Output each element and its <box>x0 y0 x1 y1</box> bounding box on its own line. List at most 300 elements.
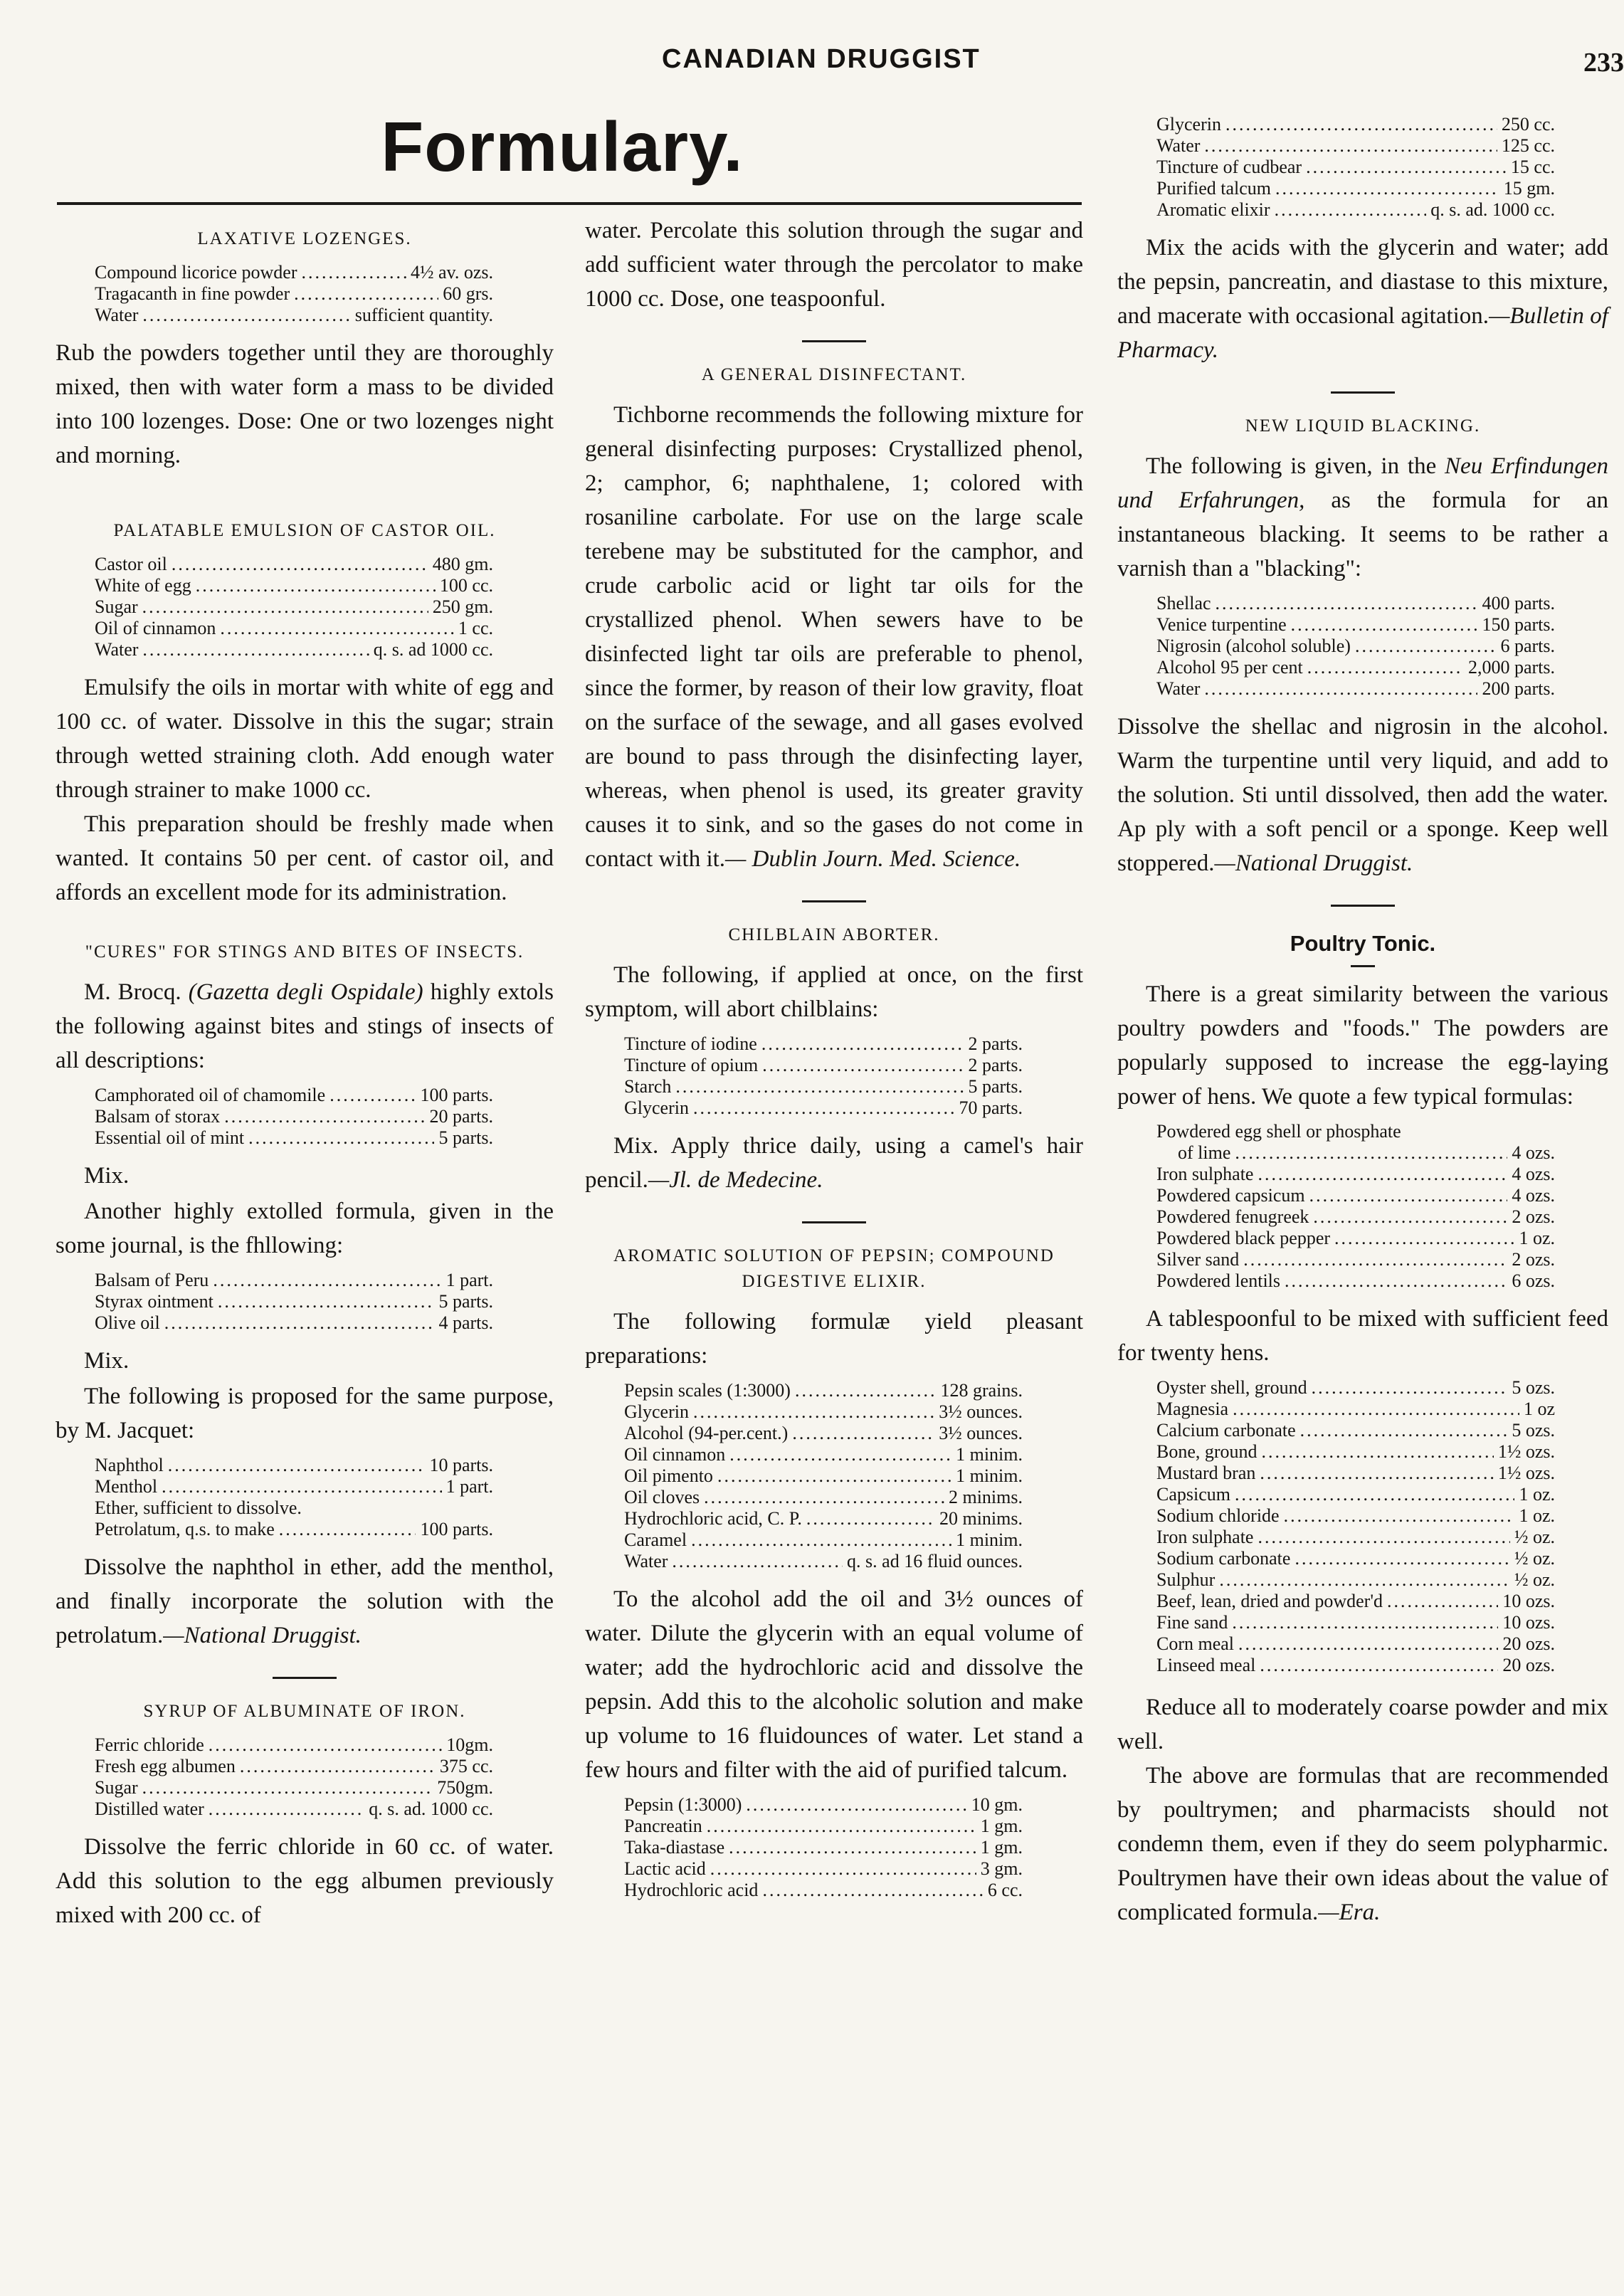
ingredient: Tincture of cudbear <box>1156 157 1302 177</box>
author: M. Brocq. <box>84 979 181 1005</box>
ingredient: Sodium carbonate <box>1156 1548 1291 1569</box>
formula-row <box>624 1551 1023 1572</box>
ingredient: Sodium chloride <box>1156 1505 1280 1526</box>
formula-pepsin-continued <box>1156 114 1555 221</box>
ingredient: Starch <box>624 1076 672 1097</box>
ingredient: Lactic acid <box>624 1858 706 1879</box>
leader-dots <box>1260 1655 1498 1676</box>
leader-dots <box>196 575 436 596</box>
formula-row <box>1156 1527 1555 1548</box>
leader-dots <box>1313 1206 1507 1228</box>
ingredient: Silver sand <box>1156 1249 1240 1270</box>
leader-dots <box>1285 1270 1507 1292</box>
amount: 200 parts. <box>1482 678 1555 699</box>
paragraph-text: Dissolve the shellac and nigrosin in the alcohol. Warm the turpentine until very liquid, and add to the solution. Sti until dissolved, then add the water. Ap ply with a soft pencil or a sponge. Keep well stoppered. <box>1117 714 1608 876</box>
formula-chilblain <box>624 1033 1023 1119</box>
ingredient: Tincture of opium <box>624 1055 759 1075</box>
formula-row <box>1156 1569 1555 1591</box>
paragraph <box>56 975 554 1078</box>
paragraph <box>1117 231 1608 367</box>
formula-row <box>624 1055 1023 1076</box>
formula-row <box>1156 1505 1555 1527</box>
formula-row <box>95 283 493 305</box>
formula-row <box>624 1508 1023 1529</box>
amount: q. s. ad 16 fluid ounces. <box>847 1551 1023 1571</box>
ingredient: Powdered black pepper <box>1156 1228 1331 1248</box>
leader-dots <box>792 1423 934 1444</box>
leader-dots <box>1204 135 1497 157</box>
formula-row <box>1156 614 1555 636</box>
source-citation: (Gazetta degli Ospidale) <box>188 979 423 1005</box>
amount: 6 parts. <box>1500 636 1555 656</box>
paragraph: Mix. <box>84 1348 130 1374</box>
formula-row <box>624 1880 1023 1901</box>
ingredient: Camphorated oil of chamomile <box>95 1085 326 1105</box>
formula-row <box>95 575 493 596</box>
formula-stings-1 <box>95 1085 493 1149</box>
ingredient: Oyster shell, ground <box>1156 1377 1307 1398</box>
amount: 1 gm. <box>980 1816 1023 1836</box>
leader-dots <box>707 1816 976 1837</box>
ingredient: Powdered capsicum <box>1156 1185 1305 1206</box>
credit: —Jl. de Medecine. <box>648 1167 823 1193</box>
formula-row <box>1156 1484 1555 1505</box>
ingredient: Tincture of iodine <box>624 1033 757 1054</box>
leader-dots <box>1232 1612 1498 1633</box>
formula-row <box>624 1816 1023 1837</box>
amount: 480 gm. <box>432 554 493 574</box>
leader-dots <box>1334 1228 1514 1249</box>
paragraph <box>56 1550 554 1653</box>
column-3 <box>1117 114 1608 1929</box>
ingredient: Nigrosin (alcohol soluble) <box>1156 636 1351 656</box>
leader-dots <box>142 305 350 326</box>
leader-dots <box>762 1055 964 1076</box>
column-2 <box>585 214 1083 1911</box>
ingredient: Powdered lentils <box>1156 1270 1281 1291</box>
amount: 10 parts. <box>429 1455 493 1475</box>
ingredient: Pancreatin <box>624 1816 702 1836</box>
leader-dots <box>142 1777 433 1799</box>
ingredient: Water <box>1156 678 1201 699</box>
amount: 100 parts. <box>420 1085 493 1105</box>
ingredient: Bone, ground <box>1156 1441 1257 1462</box>
formula-row <box>95 1476 493 1497</box>
amount: 100 parts. <box>420 1519 493 1539</box>
title-rule <box>57 202 1082 205</box>
amount: 150 parts. <box>1482 614 1555 635</box>
amount: 125 cc. <box>1501 135 1555 156</box>
ingredient: Oil cloves <box>624 1487 700 1507</box>
ingredient: Corn meal <box>1156 1633 1235 1654</box>
ingredient: Menthol <box>95 1476 158 1497</box>
paragraph-text: Tichborne recommends the following mixture for general disinfecting purposes: Crystallized phenol, 2; camphor, 6; naphthalene, 1; colored with rosaniline carbolate. For use on the large scale terebene may be substituted for the camphor, and crude carbolic acid or light tar oils for the crystallized phenol. When sewers have to be disinfected light tar oils are preferable to phenol, since the former, by reason of their low gravity, float on the surface of the sewage, and all gases evolved are bound to pass through the disinfecting layer, whereas, when phenol is used, its greater gravity causes it to sink, and so the gases do not come in contact with it. <box>585 402 1083 872</box>
leader-dots <box>240 1756 436 1777</box>
leader-dots <box>1257 1164 1507 1185</box>
ingredient: Water <box>95 305 139 325</box>
ingredient: Balsam of storax <box>95 1106 221 1127</box>
leader-dots <box>693 1097 954 1119</box>
formula-note: Ether, sufficient to dissolve. <box>95 1497 302 1518</box>
formula-row <box>1156 1270 1555 1292</box>
ingredient: Tragacanth in fine powder <box>95 283 290 304</box>
formula-row <box>1156 1185 1555 1206</box>
paragraph: The following, if applied at once, on the first symptom, will abort chilblains: <box>585 962 1083 1022</box>
formula-row <box>95 1756 493 1777</box>
leader-dots <box>762 1880 983 1901</box>
leader-dots <box>675 1076 964 1097</box>
amount: 2 ozs. <box>1512 1206 1555 1227</box>
ingredient: Petrolatum, q.s. to make <box>95 1519 275 1539</box>
formula-row <box>95 1734 493 1756</box>
leader-dots <box>717 1465 951 1487</box>
formula-row <box>624 1076 1023 1097</box>
formula-row <box>624 1444 1023 1465</box>
formula-row <box>95 1291 493 1312</box>
amount: 400 parts. <box>1482 593 1555 614</box>
leader-dots <box>220 618 453 639</box>
ingredient: Calcium carbonate <box>1156 1420 1296 1441</box>
formula-row <box>1156 135 1555 157</box>
leader-dots <box>795 1380 936 1401</box>
formula-row <box>95 1455 493 1476</box>
paragraph-text: Mix. Apply thrice daily, using a camel's hair pencil. <box>585 1133 1083 1193</box>
ingredient: Mustard bran <box>1156 1463 1256 1483</box>
leader-dots <box>209 1799 364 1820</box>
formula-row <box>1156 1249 1555 1270</box>
amount: 1 oz <box>1523 1399 1555 1419</box>
formula-row <box>1156 636 1555 657</box>
ingredient: Iron sulphate <box>1156 1527 1254 1547</box>
paragraph: The following formulæ yield pleasant preparations: <box>585 1309 1083 1369</box>
page-number: 233 <box>1583 48 1624 78</box>
formula-row <box>95 1777 493 1799</box>
amount: q. s. ad. 1000 cc. <box>369 1799 493 1819</box>
ingredient: Hydrochloric acid, C. P. <box>624 1508 802 1529</box>
formula-row <box>95 1519 493 1540</box>
formula-row <box>95 596 493 618</box>
section-divider <box>1331 391 1395 394</box>
amount: 1 part. <box>445 1270 493 1290</box>
credit: —Era. <box>1318 1900 1381 1925</box>
paragraph-text: Dissolve the naphthol in ether, add the menthol, and finally incorporate the solution with the petrolatum. <box>56 1554 554 1648</box>
ingredient: Hydrochloric acid <box>624 1880 759 1900</box>
leader-dots <box>1295 1548 1510 1569</box>
section-divider <box>802 340 866 342</box>
formula-row <box>1156 1633 1555 1655</box>
ingredient: Fresh egg albumen <box>95 1756 236 1776</box>
formula-row <box>1156 1206 1555 1228</box>
formula-laxative <box>95 262 493 326</box>
leader-dots <box>1306 157 1507 178</box>
amount: ½ oz. <box>1514 1527 1555 1547</box>
paragraph: This preparation should be freshly made when wanted. It contains 50 per cent. of castor oil, and affords an excellent mode for its administration. <box>56 811 554 905</box>
leader-dots <box>1238 1633 1498 1655</box>
ingredient: Iron sulphate <box>1156 1164 1254 1184</box>
amount: 750gm. <box>437 1777 493 1798</box>
heading-divider <box>1351 965 1375 967</box>
amount: 2 parts. <box>968 1055 1023 1075</box>
paragraph: Another highly extolled formula, given in the some journal, is the fhllowing: <box>56 1199 554 1258</box>
leader-dots <box>1235 1484 1514 1505</box>
amount: 3½ ounces. <box>939 1423 1023 1443</box>
formula-row <box>95 1106 493 1127</box>
formula-row <box>1156 1142 1555 1164</box>
ingredient: Magnesia <box>1156 1399 1229 1419</box>
amount: 1 minim. <box>956 1465 1023 1486</box>
leader-dots <box>224 1106 425 1127</box>
section-heading-laxative: LAXATIVE LOZENGES. <box>197 229 412 248</box>
ingredient: Alcohol 95 per cent <box>1156 657 1303 678</box>
formula-row <box>95 1312 493 1334</box>
formula-row <box>1156 1612 1555 1633</box>
amount: 20 ozs. <box>1502 1633 1555 1654</box>
paragraph: Reduce all to moderately coarse powder and mix well. <box>1117 1695 1608 1754</box>
leader-dots <box>806 1508 935 1529</box>
section-heading-disinfectant: A GENERAL DISINFECTANT. <box>701 365 967 384</box>
amount: 6 ozs. <box>1512 1270 1555 1291</box>
formula-poultry-2 <box>1156 1377 1555 1676</box>
leader-dots <box>1284 1505 1515 1527</box>
amount: 10 ozs. <box>1502 1591 1555 1611</box>
formula-row <box>624 1837 1023 1858</box>
leader-dots <box>761 1033 964 1055</box>
amount: 1 oz. <box>1519 1228 1555 1248</box>
amount: 4 ozs. <box>1512 1185 1555 1206</box>
leader-dots <box>704 1487 944 1508</box>
ingredient: Pepsin scales (1:3000) <box>624 1380 791 1401</box>
section-heading-cures: "CURES" FOR STINGS AND BITES OF INSECTS. <box>85 942 524 962</box>
amount: 1 oz. <box>1519 1484 1555 1505</box>
leader-dots <box>209 1734 443 1756</box>
leader-dots <box>1243 1249 1507 1270</box>
paragraph: There is a great similarity between the various poultry powders and "foods." The powders are popularly supposed to increase the egg-laying power of hens. We quote a few typical formulas: <box>1117 981 1608 1110</box>
formula-row <box>95 1799 493 1820</box>
amount: 4 ozs. <box>1512 1142 1555 1163</box>
formula-row <box>624 1529 1023 1551</box>
ingredient: Sugar <box>95 596 138 617</box>
paragraph: water. Percolate this solution through the sugar and add sufficient water through the percolator to make 1000 cc. Dose, one teaspoonful. <box>585 218 1083 312</box>
ingredient: Distilled water <box>95 1799 204 1819</box>
amount: 3 gm. <box>980 1858 1023 1879</box>
amount: 1½ ozs. <box>1497 1463 1555 1483</box>
leader-dots <box>1225 114 1497 135</box>
formula-row <box>95 1127 493 1149</box>
page-number-wrap <box>51 47 1624 78</box>
paragraph: Rub the powders together until they are thoroughly mixed, then with water form a mass to be divided into 100 lozenges. Dose: One or two lozenges night and morning. <box>56 340 554 468</box>
formula-digestive <box>624 1794 1023 1901</box>
formula-pepsin <box>624 1380 1023 1572</box>
formula-row <box>1156 1377 1555 1399</box>
formula-row <box>1156 1164 1555 1185</box>
ingredient: Capsicum <box>1156 1484 1230 1505</box>
formula-row <box>95 1085 493 1106</box>
paragraph: To the alcohol add the oil and 3½ ounces of water. Dilute the glycerin with an equal volume of water; add the hydrochloric acid and dissolve the pepsin. Add this to the alcoholic solution and make up volume to 16 fluidounces of water. Let stand a few hours and filter with the aid of purified talcum. <box>585 1586 1083 1783</box>
section-heading-blacking: NEW LIQUID BLACKING. <box>1245 416 1481 436</box>
leader-dots <box>213 1270 441 1291</box>
amount: 4½ av. ozs. <box>410 262 493 283</box>
formula-row <box>1156 114 1555 135</box>
ingredient: Linseed meal <box>1156 1655 1256 1675</box>
amount: 20 parts. <box>429 1106 493 1127</box>
source-citation: Neu Erfindungen und Erfahrungen, <box>1117 453 1608 513</box>
formula-row <box>624 1401 1023 1423</box>
leader-dots <box>1300 1420 1508 1441</box>
page-title: Formulary. <box>381 107 744 186</box>
formula-stings-3 <box>95 1455 493 1540</box>
section-divider <box>802 900 866 902</box>
amount: 10 gm. <box>971 1794 1023 1815</box>
leader-dots <box>746 1794 966 1816</box>
formula-row <box>1156 178 1555 199</box>
formula-row <box>95 618 493 639</box>
credit: —National Druggist. <box>163 1623 362 1648</box>
amount: 4 parts. <box>438 1312 493 1333</box>
credit: —National Druggist. <box>1214 851 1413 876</box>
amount: 20 ozs. <box>1502 1655 1555 1675</box>
formula-row <box>624 1380 1023 1401</box>
column-1 <box>56 214 554 1932</box>
formula-row <box>624 1858 1023 1880</box>
amount: 5 parts. <box>968 1076 1023 1097</box>
leader-dots <box>329 1085 416 1106</box>
paragraph <box>1117 449 1608 586</box>
amount: 1 minim. <box>956 1529 1023 1550</box>
amount: 375 cc. <box>439 1756 493 1776</box>
paragraph-text: The following is given, in the <box>1146 453 1437 479</box>
running-title: CANADIAN DRUGGIST <box>662 44 981 74</box>
formula-row <box>95 639 493 660</box>
leader-dots <box>1355 636 1497 657</box>
formula-row <box>1156 1591 1555 1612</box>
amount: 100 cc. <box>439 575 493 596</box>
formula-row <box>1156 1228 1555 1249</box>
formula-row <box>1156 199 1555 221</box>
ingredient: Oil pimento <box>624 1465 713 1486</box>
amount: 128 grains. <box>940 1380 1023 1401</box>
ingredient: Glycerin <box>624 1097 689 1118</box>
formula-note: Powdered egg shell or phosphate <box>1156 1121 1401 1142</box>
amount: 5 ozs. <box>1512 1377 1555 1398</box>
amount: 2 parts. <box>968 1033 1023 1054</box>
amount: 5 parts. <box>438 1291 493 1312</box>
ingredient: Sulphur <box>1156 1569 1216 1590</box>
section-heading-castor-oil: PALATABLE EMULSION OF CASTOR OIL. <box>113 521 496 540</box>
section-divider <box>273 1677 337 1679</box>
ingredient: Venice turpentine <box>1156 614 1287 635</box>
leader-dots <box>168 1455 426 1476</box>
leader-dots <box>218 1291 435 1312</box>
ingredient: Taka-diastase <box>624 1837 725 1858</box>
amount: 4 ozs. <box>1512 1164 1555 1184</box>
formula-row <box>624 1423 1023 1444</box>
ingredient: Shellac <box>1156 593 1211 614</box>
formula-blacking <box>1156 593 1555 700</box>
ingredient: Glycerin <box>624 1401 689 1422</box>
amount: 1½ ozs. <box>1497 1441 1555 1462</box>
leader-dots <box>1275 178 1499 199</box>
ingredient: Castor oil <box>95 554 167 574</box>
ingredient: Styrax ointment <box>95 1291 213 1312</box>
paragraph: Mix. <box>84 1163 130 1189</box>
ingredient: Water <box>95 639 139 660</box>
formula-row <box>1156 678 1555 700</box>
formula-row <box>1156 593 1555 614</box>
ingredient: Water <box>624 1551 668 1571</box>
amount: 2,000 parts. <box>1467 657 1555 678</box>
ingredient: Alcohol (94-per.cent.) <box>624 1423 789 1443</box>
amount: ½ oz. <box>1514 1569 1555 1590</box>
leader-dots <box>1233 1399 1519 1420</box>
amount: 10 ozs. <box>1502 1612 1555 1633</box>
amount: 5 ozs. <box>1512 1420 1555 1441</box>
ingredient: Fine sand <box>1156 1612 1228 1633</box>
amount: 5 parts. <box>438 1127 493 1148</box>
formula-row <box>95 262 493 283</box>
amount: 20 minims. <box>939 1508 1023 1529</box>
amount: 1 part. <box>445 1476 493 1497</box>
leader-dots <box>1219 1569 1510 1591</box>
credit: —Bulletin of Pharmacy. <box>1117 303 1608 363</box>
ingredient: Oil of cinnamon <box>95 618 216 638</box>
formula-row <box>1156 1399 1555 1420</box>
amount: 15 cc. <box>1510 157 1555 177</box>
ingredient: Pepsin (1:3000) <box>624 1794 742 1815</box>
paragraph <box>1117 710 1608 880</box>
formula-row <box>95 305 493 326</box>
amount: sufficient quantity. <box>354 305 493 325</box>
formula-row <box>624 1487 1023 1508</box>
amount: 3½ ounces. <box>939 1401 1023 1422</box>
section-heading-syrup: SYRUP OF ALBUMINATE OF IRON. <box>143 1702 466 1721</box>
paragraph: A tablespoonful to be mixed with sufficient feed for twenty hens. <box>1117 1306 1608 1366</box>
paragraph <box>585 1129 1083 1197</box>
formula-row <box>624 1033 1023 1055</box>
leader-dots <box>1260 1463 1493 1484</box>
ingredient: Sugar <box>95 1777 138 1798</box>
leader-dots <box>142 639 369 660</box>
ingredient: Beef, lean, dried and powder'd <box>1156 1591 1383 1611</box>
amount: 1 cc. <box>458 618 493 638</box>
leader-dots <box>279 1519 416 1540</box>
amount: 10gm. <box>446 1734 493 1755</box>
formula-row <box>1156 1655 1555 1676</box>
leader-dots <box>1312 1377 1508 1399</box>
paragraph-text: as the formula for an instantaneous blacking. It seems to be rather a varnish than a "blacking": <box>1117 488 1608 581</box>
ingredient: Compound licorice powder <box>95 262 297 283</box>
ingredient: Aromatic elixir <box>1156 199 1270 220</box>
paragraph <box>1117 1759 1608 1929</box>
amount: 1 oz. <box>1519 1505 1555 1526</box>
amount: 15 gm. <box>1503 178 1555 199</box>
amount: 70 parts. <box>959 1097 1023 1118</box>
leader-dots <box>672 1551 843 1572</box>
formula-syrup <box>95 1734 493 1820</box>
amount: 6 cc. <box>987 1880 1023 1900</box>
formula-row <box>624 1794 1023 1816</box>
ingredient: Naphthol <box>95 1455 164 1475</box>
amount: 1 minim. <box>956 1444 1023 1465</box>
leader-dots <box>142 596 428 618</box>
amount: 250 cc. <box>1501 114 1555 135</box>
ingredient: Glycerin <box>1156 114 1221 135</box>
ingredient: Purified talcum <box>1156 178 1272 199</box>
paragraph: Emulsify the oils in mortar with white of egg and 100 cc. of water. Dissolve in this the sugar; strain through wetted straining cloth. Add enough water through strainer to make 1000 cc. <box>56 675 554 803</box>
formula-row <box>624 1097 1023 1119</box>
amount: 2 ozs. <box>1512 1249 1555 1270</box>
formula-row <box>624 1465 1023 1487</box>
ingredient: of lime <box>1178 1142 1231 1163</box>
